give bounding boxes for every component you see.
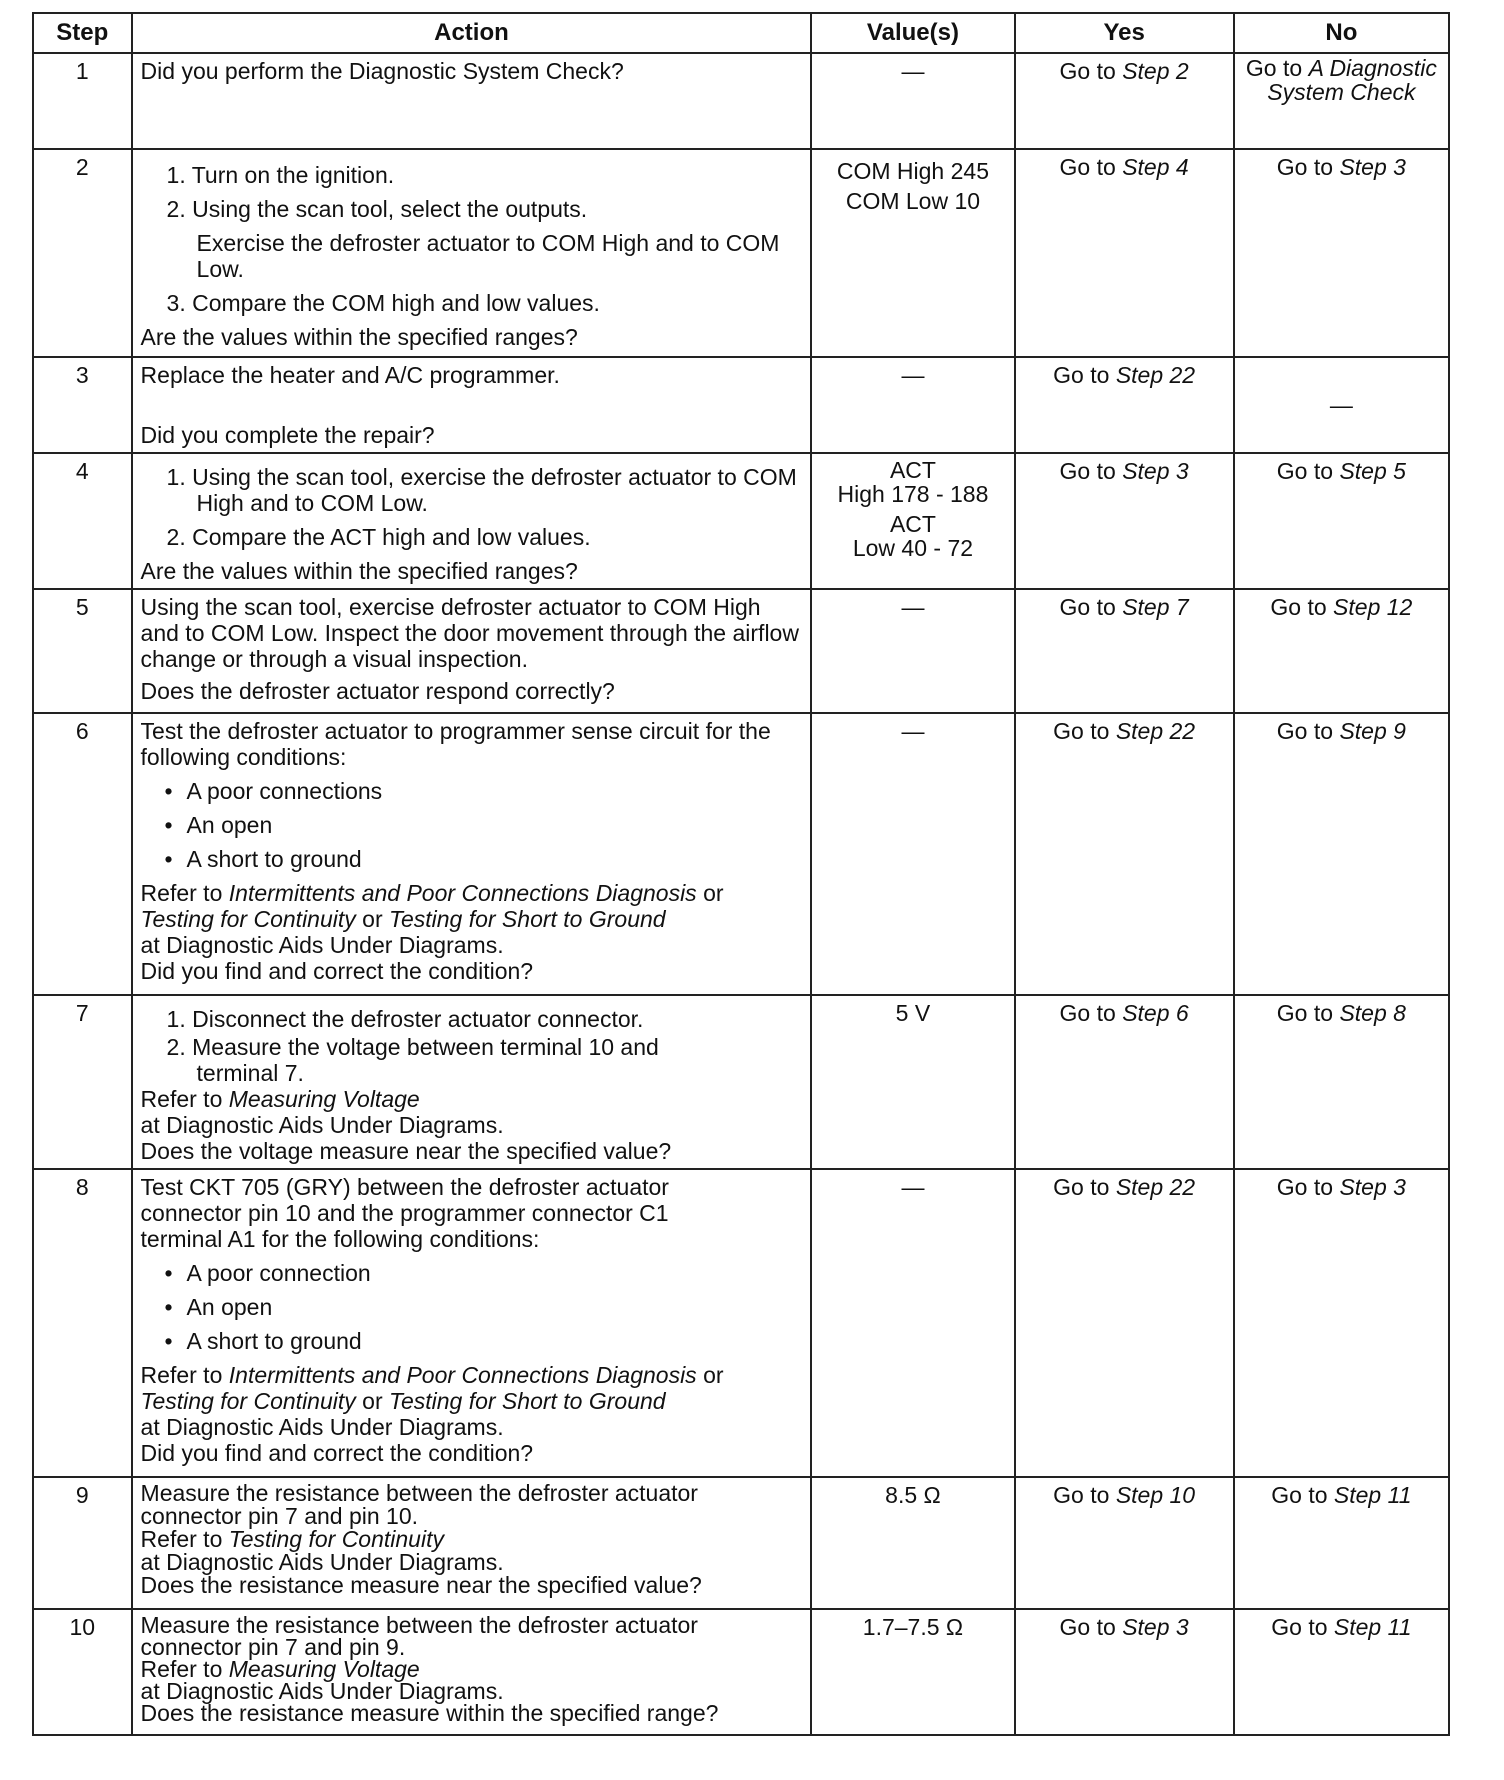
action-text: Test CKT 705 (GRY) between the defroster actuator connector pin 10 and the programmer connector C1 terminal A1 for the following conditions:	[140, 1174, 669, 1252]
action-cell	[132, 1609, 812, 1735]
action-substep-detail: Exercise the defroster actuator to COM High and to COM Low.	[196, 230, 780, 282]
no-step-link[interactable]: Step 3	[1339, 154, 1406, 180]
no-step-link[interactable]: Step 11	[1333, 1482, 1412, 1508]
no-prefix: Go to	[1276, 1174, 1340, 1200]
value-line: High 178 - 188	[837, 481, 989, 507]
header-yes: Yes	[1015, 13, 1234, 53]
action-question: Does the defroster actuator respond correctly?	[140, 678, 615, 704]
no-prefix: Go to	[1270, 594, 1334, 620]
reference-link[interactable]: Intermittents and Poor Connections Diagnosis	[228, 880, 697, 906]
no-step-link[interactable]: Step 5	[1339, 458, 1406, 484]
no-cell[interactable]	[1234, 1609, 1449, 1735]
no-prefix: Go to	[1245, 55, 1309, 81]
reference-lead: Refer to	[140, 1362, 229, 1388]
step-number: 8	[33, 1169, 132, 1477]
yes-prefix: Go to	[1059, 458, 1123, 484]
action-substep: 1. Using the scan tool, exercise the defroster actuator to COM High and to COM Low.	[166, 464, 797, 516]
action-cell	[132, 149, 812, 357]
condition-bullet: • A short to ground	[141, 1328, 803, 1354]
no-cell[interactable]	[1234, 53, 1449, 149]
yes-cell[interactable]	[1015, 149, 1234, 357]
value-cell: —	[811, 589, 1014, 713]
no-step-link[interactable]: Step 11	[1333, 1614, 1412, 1640]
reference-tail: at Diagnostic Aids Under Diagrams.	[140, 1678, 504, 1704]
action-question: Does the resistance measure near the specified value?	[140, 1572, 702, 1598]
value-line: COM Low 10	[845, 188, 981, 214]
action-question: Did you find and correct the condition?	[140, 1440, 534, 1466]
no-prefix: Go to	[1276, 718, 1340, 744]
table-row	[33, 1169, 1449, 1477]
action-question: Does the resistance measure within the specified range?	[140, 1700, 719, 1726]
reference-text	[141, 1388, 803, 1414]
yes-cell[interactable]	[1015, 453, 1234, 589]
reference-link[interactable]: Measuring Voltage	[228, 1086, 420, 1112]
action-question: Does the voltage measure near the specified value?	[140, 1138, 672, 1164]
no-prefix: Go to	[1276, 458, 1340, 484]
reference-link[interactable]: Intermittents and Poor Connections Diagnosis	[228, 1362, 697, 1388]
action-substep: 2. Using the scan tool, select the outputs.	[166, 196, 588, 222]
value-line: ACT	[889, 457, 936, 483]
no-step-link[interactable]: A Diagnostic System Check	[1267, 55, 1437, 105]
value-cell: —	[811, 53, 1014, 149]
reference-lead: Refer to	[140, 1526, 229, 1552]
yes-step-link[interactable]: Step 2	[1122, 58, 1189, 84]
no-prefix: Go to	[1276, 1000, 1340, 1026]
yes-prefix: Go to	[1053, 1174, 1116, 1200]
reference-lead: Refer to	[140, 880, 229, 906]
step-number: 4	[33, 453, 132, 589]
condition-bullet: • A poor connection	[141, 1260, 803, 1286]
step-number: 6	[33, 713, 132, 995]
table-row	[33, 453, 1449, 589]
reference-text	[141, 906, 803, 932]
no-prefix: Go to	[1271, 1614, 1334, 1640]
yes-step-link[interactable]: Step 7	[1122, 594, 1189, 620]
no-cell[interactable]	[1234, 995, 1449, 1169]
yes-cell[interactable]	[1015, 1609, 1234, 1735]
action-cell	[132, 1169, 812, 1477]
table-row	[33, 53, 1449, 149]
yes-cell[interactable]	[1015, 357, 1234, 453]
yes-prefix: Go to	[1053, 362, 1116, 388]
no-step-link[interactable]: Step 12	[1333, 594, 1413, 620]
no-cell[interactable]	[1234, 1477, 1449, 1609]
reference-or: or	[355, 906, 389, 932]
yes-prefix: Go to	[1053, 1482, 1116, 1508]
condition-bullet: • An open	[141, 1294, 803, 1320]
yes-prefix: Go to	[1059, 594, 1123, 620]
action-cell	[132, 453, 812, 589]
value-cell: —	[811, 357, 1014, 453]
yes-step-link[interactable]: Step 22	[1115, 362, 1196, 388]
diagnostic-document	[32, 12, 1450, 1736]
yes-prefix: Go to	[1059, 1000, 1123, 1026]
yes-prefix: Go to	[1059, 154, 1123, 180]
reference-tail: at Diagnostic Aids Under Diagrams.	[140, 1112, 504, 1138]
step-number: 2	[33, 149, 132, 357]
reference-link[interactable]: Testing for Continuity	[140, 1388, 356, 1414]
no-step-link[interactable]: Step 8	[1339, 1000, 1406, 1026]
table-row	[33, 995, 1449, 1169]
step-number: 9	[33, 1477, 132, 1609]
reference-text	[141, 1086, 803, 1112]
table-row	[33, 357, 1449, 453]
yes-prefix: Go to	[1059, 1614, 1123, 1640]
reference-link[interactable]: Testing for Continuity	[140, 906, 356, 932]
no-cell[interactable]	[1234, 713, 1449, 995]
reference-tail: at Diagnostic Aids Under Diagrams.	[140, 1549, 504, 1575]
no-cell[interactable]	[1234, 1169, 1449, 1477]
header-step: Step	[33, 13, 132, 53]
action-question: Are the values within the specified ranges?	[140, 558, 578, 584]
reference-or: or	[696, 1362, 724, 1388]
yes-cell[interactable]	[1015, 995, 1234, 1169]
yes-step-link[interactable]: Step 10	[1115, 1482, 1196, 1508]
reference-link[interactable]: Measuring Voltage	[228, 1656, 420, 1682]
diagnostic-table	[32, 12, 1450, 1736]
action-cell	[132, 713, 812, 995]
step-number: 10	[33, 1609, 132, 1735]
action-substep: 1. Disconnect the defroster actuator connector.	[166, 1006, 644, 1032]
action-cell	[132, 53, 812, 149]
condition-bullet: • A short to ground	[141, 846, 803, 872]
reference-tail: at Diagnostic Aids Under Diagrams.	[140, 1414, 504, 1440]
yes-prefix: Go to	[1059, 58, 1123, 84]
header-values: Value(s)	[811, 13, 1014, 53]
reference-or: or	[355, 1388, 389, 1414]
no-step-link[interactable]: Step 3	[1339, 1174, 1406, 1200]
no-prefix: Go to	[1276, 154, 1340, 180]
yes-cell[interactable]	[1015, 713, 1234, 995]
reference-lead: Refer to	[140, 1086, 229, 1112]
step-number: 1	[33, 53, 132, 149]
value-cell: —	[811, 1169, 1014, 1477]
yes-step-link[interactable]: Step 6	[1122, 1000, 1189, 1026]
no-cell: —	[1234, 357, 1449, 453]
action-text: Test the defroster actuator to programmer sense circuit for the following conditions:	[140, 718, 771, 770]
header-action: Action	[132, 13, 812, 53]
value-line: Low 40 - 72	[852, 535, 974, 561]
yes-step-link[interactable]: Step 22	[1115, 1174, 1196, 1200]
reference-or: or	[696, 880, 724, 906]
yes-cell[interactable]	[1015, 53, 1234, 149]
no-step-link[interactable]: Step 9	[1339, 718, 1406, 744]
step-number: 3	[33, 357, 132, 453]
header-row	[33, 13, 1449, 53]
condition-bullet: • An open	[141, 812, 803, 838]
value-cell: 8.5 Ω	[811, 1477, 1014, 1609]
header-no: No	[1234, 13, 1449, 53]
value-cell: 5 V	[811, 995, 1014, 1169]
yes-cell[interactable]	[1015, 589, 1234, 713]
action-question: Are the values within the specified ranges?	[140, 324, 578, 350]
reference-lead: Refer to	[140, 1656, 229, 1682]
action-substep: 2. Measure the voltage between terminal 10 and terminal 7.	[166, 1034, 659, 1086]
no-cell[interactable]	[1234, 589, 1449, 713]
action-question: Did you complete the repair?	[140, 422, 435, 448]
reference-text	[141, 1528, 803, 1551]
action-text: Measure the resistance between the defroster actuator connector pin 7 and pin 10.	[140, 1480, 698, 1529]
table-row	[33, 713, 1449, 995]
action-substep: 2. Compare the ACT high and low values.	[166, 524, 591, 550]
yes-prefix: Go to	[1053, 718, 1116, 744]
value-cell: —	[811, 713, 1014, 995]
yes-step-link[interactable]: Step 3	[1122, 1614, 1189, 1640]
action-cell	[132, 357, 812, 453]
reference-text	[141, 1362, 803, 1388]
yes-step-link[interactable]: Step 3	[1122, 458, 1189, 484]
reference-tail: at Diagnostic Aids Under Diagrams.	[140, 932, 504, 958]
action-cell	[132, 995, 812, 1169]
yes-cell[interactable]	[1015, 1477, 1234, 1609]
table-row	[33, 1609, 1449, 1735]
value-line: ACT	[889, 511, 936, 537]
reference-text	[141, 880, 803, 906]
value-cell	[811, 453, 1014, 589]
reference-text	[141, 1658, 803, 1680]
step-number: 5	[33, 589, 132, 713]
yes-step-link[interactable]: Step 22	[1115, 718, 1196, 744]
no-cell[interactable]	[1234, 149, 1449, 357]
table-row	[33, 1477, 1449, 1609]
action-text: Using the scan tool, exercise defroster actuator to COM High and to COM Low. Inspect the door movement through the airflow change or through a visual inspection.	[140, 594, 799, 672]
yes-step-link[interactable]: Step 4	[1122, 154, 1189, 180]
yes-cell[interactable]	[1015, 1169, 1234, 1477]
no-prefix: Go to	[1271, 1482, 1334, 1508]
action-text: Measure the resistance between the defroster actuator connector pin 7 and pin 9.	[140, 1612, 698, 1660]
no-cell[interactable]	[1234, 453, 1449, 589]
action-question: Did you perform the Diagnostic System Check?	[140, 58, 624, 84]
value-cell	[811, 149, 1014, 357]
step-number: 7	[33, 995, 132, 1169]
value-cell: 1.7–7.5 Ω	[811, 1609, 1014, 1735]
table-row	[33, 589, 1449, 713]
action-question: Did you find and correct the condition?	[140, 958, 534, 984]
action-text: Replace the heater and A/C programmer.	[140, 362, 560, 388]
value-line: COM High 245	[836, 158, 989, 184]
reference-link[interactable]: Testing for Short to Ground	[389, 906, 666, 932]
action-substep: 1. Turn on the ignition.	[166, 162, 395, 188]
table-row	[33, 149, 1449, 357]
action-cell	[132, 1477, 812, 1609]
reference-link[interactable]: Testing for Continuity	[228, 1526, 444, 1552]
reference-link[interactable]: Testing for Short to Ground	[389, 1388, 666, 1414]
action-substep: 3. Compare the COM high and low values.	[166, 290, 600, 316]
action-cell	[132, 589, 812, 713]
condition-bullet: • A poor connections	[141, 778, 803, 804]
